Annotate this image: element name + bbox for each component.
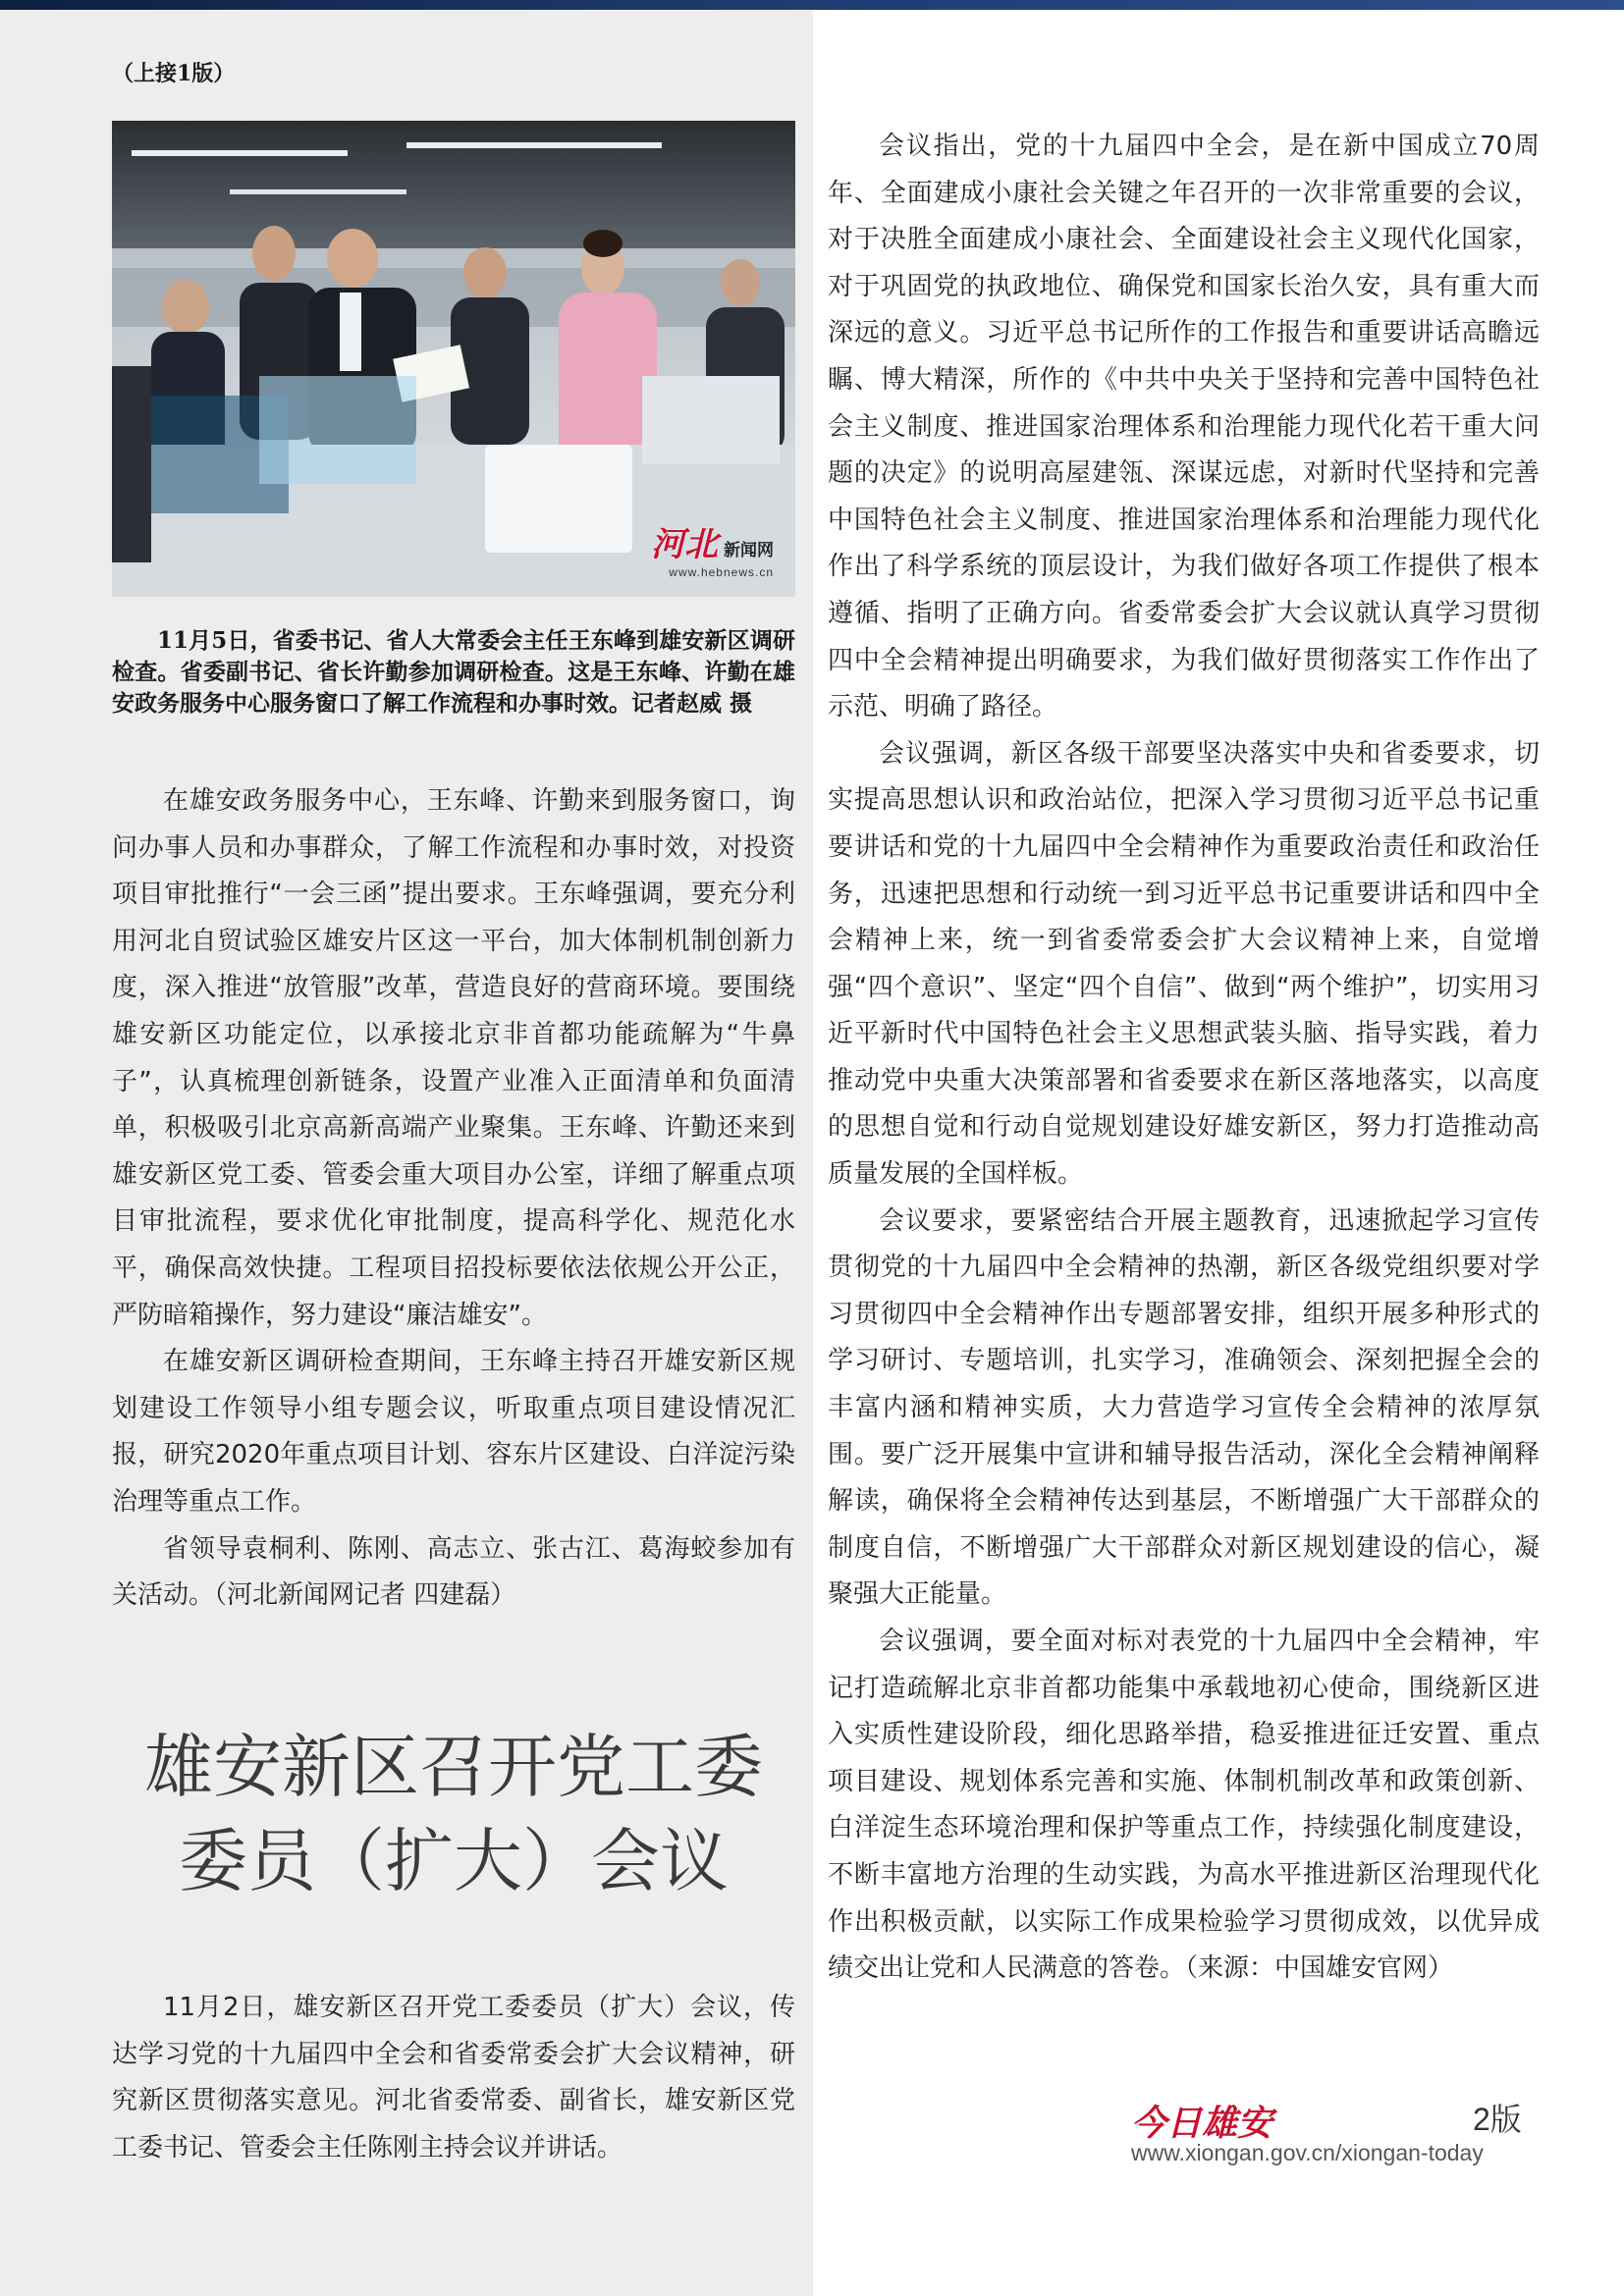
publication-url: www.xiongan.gov.cn/xiongan-today bbox=[1131, 2140, 1484, 2165]
article-2-body bbox=[828, 124, 1540, 1993]
continued-from-label: （上接1版） bbox=[112, 61, 236, 86]
hebnews-url: www.hebnews.cn bbox=[669, 565, 774, 579]
article-2-intro bbox=[112, 1985, 795, 2171]
article-1-paragraph: 省领导袁桐利、陈刚、高志立、张古江、葛海蛟参加有关活动。（河北新闻网记者 四建磊） bbox=[112, 1533, 795, 1611]
hebnews-logo-mark: 河北 bbox=[651, 525, 718, 564]
article-2-headline bbox=[112, 1720, 795, 1908]
hebnews-watermark bbox=[651, 517, 774, 579]
article-2-paragraph: 会议要求，要紧密结合开展主题教育，迅速掀起学习宣传贯彻党的十九届四中全会精神的热潮，新区各级党组织要对学习贯彻四中全会精神作出专题部署安排，组织开展多种形式的学习研讨、专题培训，扎实学习，准确领会、深刻把握全会的丰富内涵和精神实质，大力营造学习宣传全会精神的浓厚氛围。要广泛开展集中宣讲和辅导报告活动，深化全会精神阐释解读，确保将全会精神传达到基层，不断增强广大干部群众的制度自信，不断增强广大干部群众对新区规划建设的信心，凝聚强大正能量。 bbox=[828, 1205, 1540, 1610]
article-2-intro-paragraph: 11月2日，雄安新区召开党工委委员（扩大）会议，传达学习党的十九届四中全会和省委常委会扩大会议精神，研究新区贯彻落实意见。河北省委常委、副省长，雄安新区党工委书记、管委会主任陈刚主持会议并讲话。 bbox=[112, 1993, 795, 2163]
news-photo bbox=[112, 121, 795, 597]
article-1-paragraph: 在雄安政务服务中心，王东峰、许勤来到服务窗口，询问办事人员和办事群众，了解工作流程和办事时效，对投资项目审批推行“一会三函”提出要求。王东峰强调，要充分利用河北自贸试验区雄安片区这一平台，加大体制机制创新力度，深入推进“放管服”改革，营造良好的营商环境。要围绕雄安新区功能定位，以承接北京非首都功能疏解为“牛鼻子”，认真梳理创新链条，设置产业准入正面清单和负面清单，积极吸引北京高新高端产业聚集。王东峰、许勤还来到雄安新区党工委、管委会重大项目办公室，详细了解重点项目审批流程，要求优化审批制度，提高科学化、规范化水平，确保高效快捷。工程项目招投标要依法依规公开公正，严防暗箱操作，努力建设“廉洁雄安”。 bbox=[112, 786, 795, 1330]
page-number: 2版 bbox=[1473, 2102, 1522, 2137]
article-2-paragraph: 会议指出，党的十九届四中全会，是在新中国成立70周年、全面建成小康社会关键之年召开的一次非常重要的会议，对于决胜全面建成小康社会、全面建设社会主义现代化国家，对于巩固党的执政地位、确保党和国家长治久安，具有重大而深远的意义。习近平总书记所作的工作报告和重要讲话高瞻远瞩、博大精深，所作的《中共中央关于坚持和完善中国特色社会主义制度、推进国家治理体系和治理能力现代化若干重大问题的决定》的说明高屋建瓴、深谋远虑，对新时代坚持和完善中国特色社会主义制度、推进国家治理体系和治理能力现代化作出了科学系统的顶层设计，为我们做好各项工作提供了根本遵循、指明了正确方向。省委常委会扩大会议就认真学习贯彻四中全会精神提出明确要求，为我们做好贯彻落实工作作出了示范、明确了路径。 bbox=[828, 132, 1540, 722]
article-2-paragraph: 会议强调，要全面对标对表党的十九届四中全会精神，牢记打造疏解北京非首都功能集中承载地初心使命，围绕新区进入实质性建设阶段，细化思路举措，稳妥推进征迁安置、重点项目建设、规划体系完善和实施、体制机制改革和政策创新、白洋淀生态环境治理和保护等重点工作，持续强化制度建设，不断丰富地方治理的生动实践，为高水平推进新区治理现代化作出积极贡献，以实际工作成果检验学习贯彻成效，以优异成绩交出让党和人民满意的答卷。（来源：中国雄安官网） bbox=[828, 1627, 1540, 1984]
photo-caption: 11月5日，省委书记、省人大常委会主任王东峰到雄安新区调研检查。省委副书记、省长许勤参加调研检查。这是王东峰、许勤在雄安政务服务中心服务窗口了解工作流程和办事时效。记者赵威 摄 bbox=[112, 627, 795, 717]
headline-line-1: 雄安新区召开党工委 bbox=[144, 1727, 763, 1807]
publication-brand: 今日雄安 bbox=[1131, 2103, 1273, 2144]
headline-line-2: 委员（扩大）会议 bbox=[179, 1821, 729, 1901]
article-1-body bbox=[112, 778, 795, 1620]
hebnews-logo-site: 新闻网 bbox=[724, 541, 774, 561]
article-1-paragraph: 在雄安新区调研检查期间，王东峰主持召开雄安新区规划建设工作领导小组专题会议，听取重点项目建设情况汇报，研究2020年重点项目计划、容东片区建设、白洋淀污染治理等重点工作。 bbox=[112, 1347, 795, 1517]
article-2-paragraph: 会议强调，新区各级干部要坚决落实中央和省委要求，切实提高思想认识和政治站位，把深入学习贯彻习近平总书记重要讲话和党的十九届四中全会精神作为重要政治责任和政治任务，迅速把思想和行动统一到习近平总书记重要讲话和四中全会精神上来，统一到省委常委会扩大会议精神上来，自觉增强“四个意识”、坚定“四个自信”、做到“两个维护”，切实用习近平新时代中国特色社会主义思想武装头脑、指导实践，着力推动党中央重大决策部署和省委要求在新区落地落实，以高度的思想自觉和行动自觉规划建设好雄安新区，努力打造推动高质量发展的全国样板。 bbox=[828, 738, 1540, 1190]
top-banner-bar bbox=[0, 0, 1624, 10]
